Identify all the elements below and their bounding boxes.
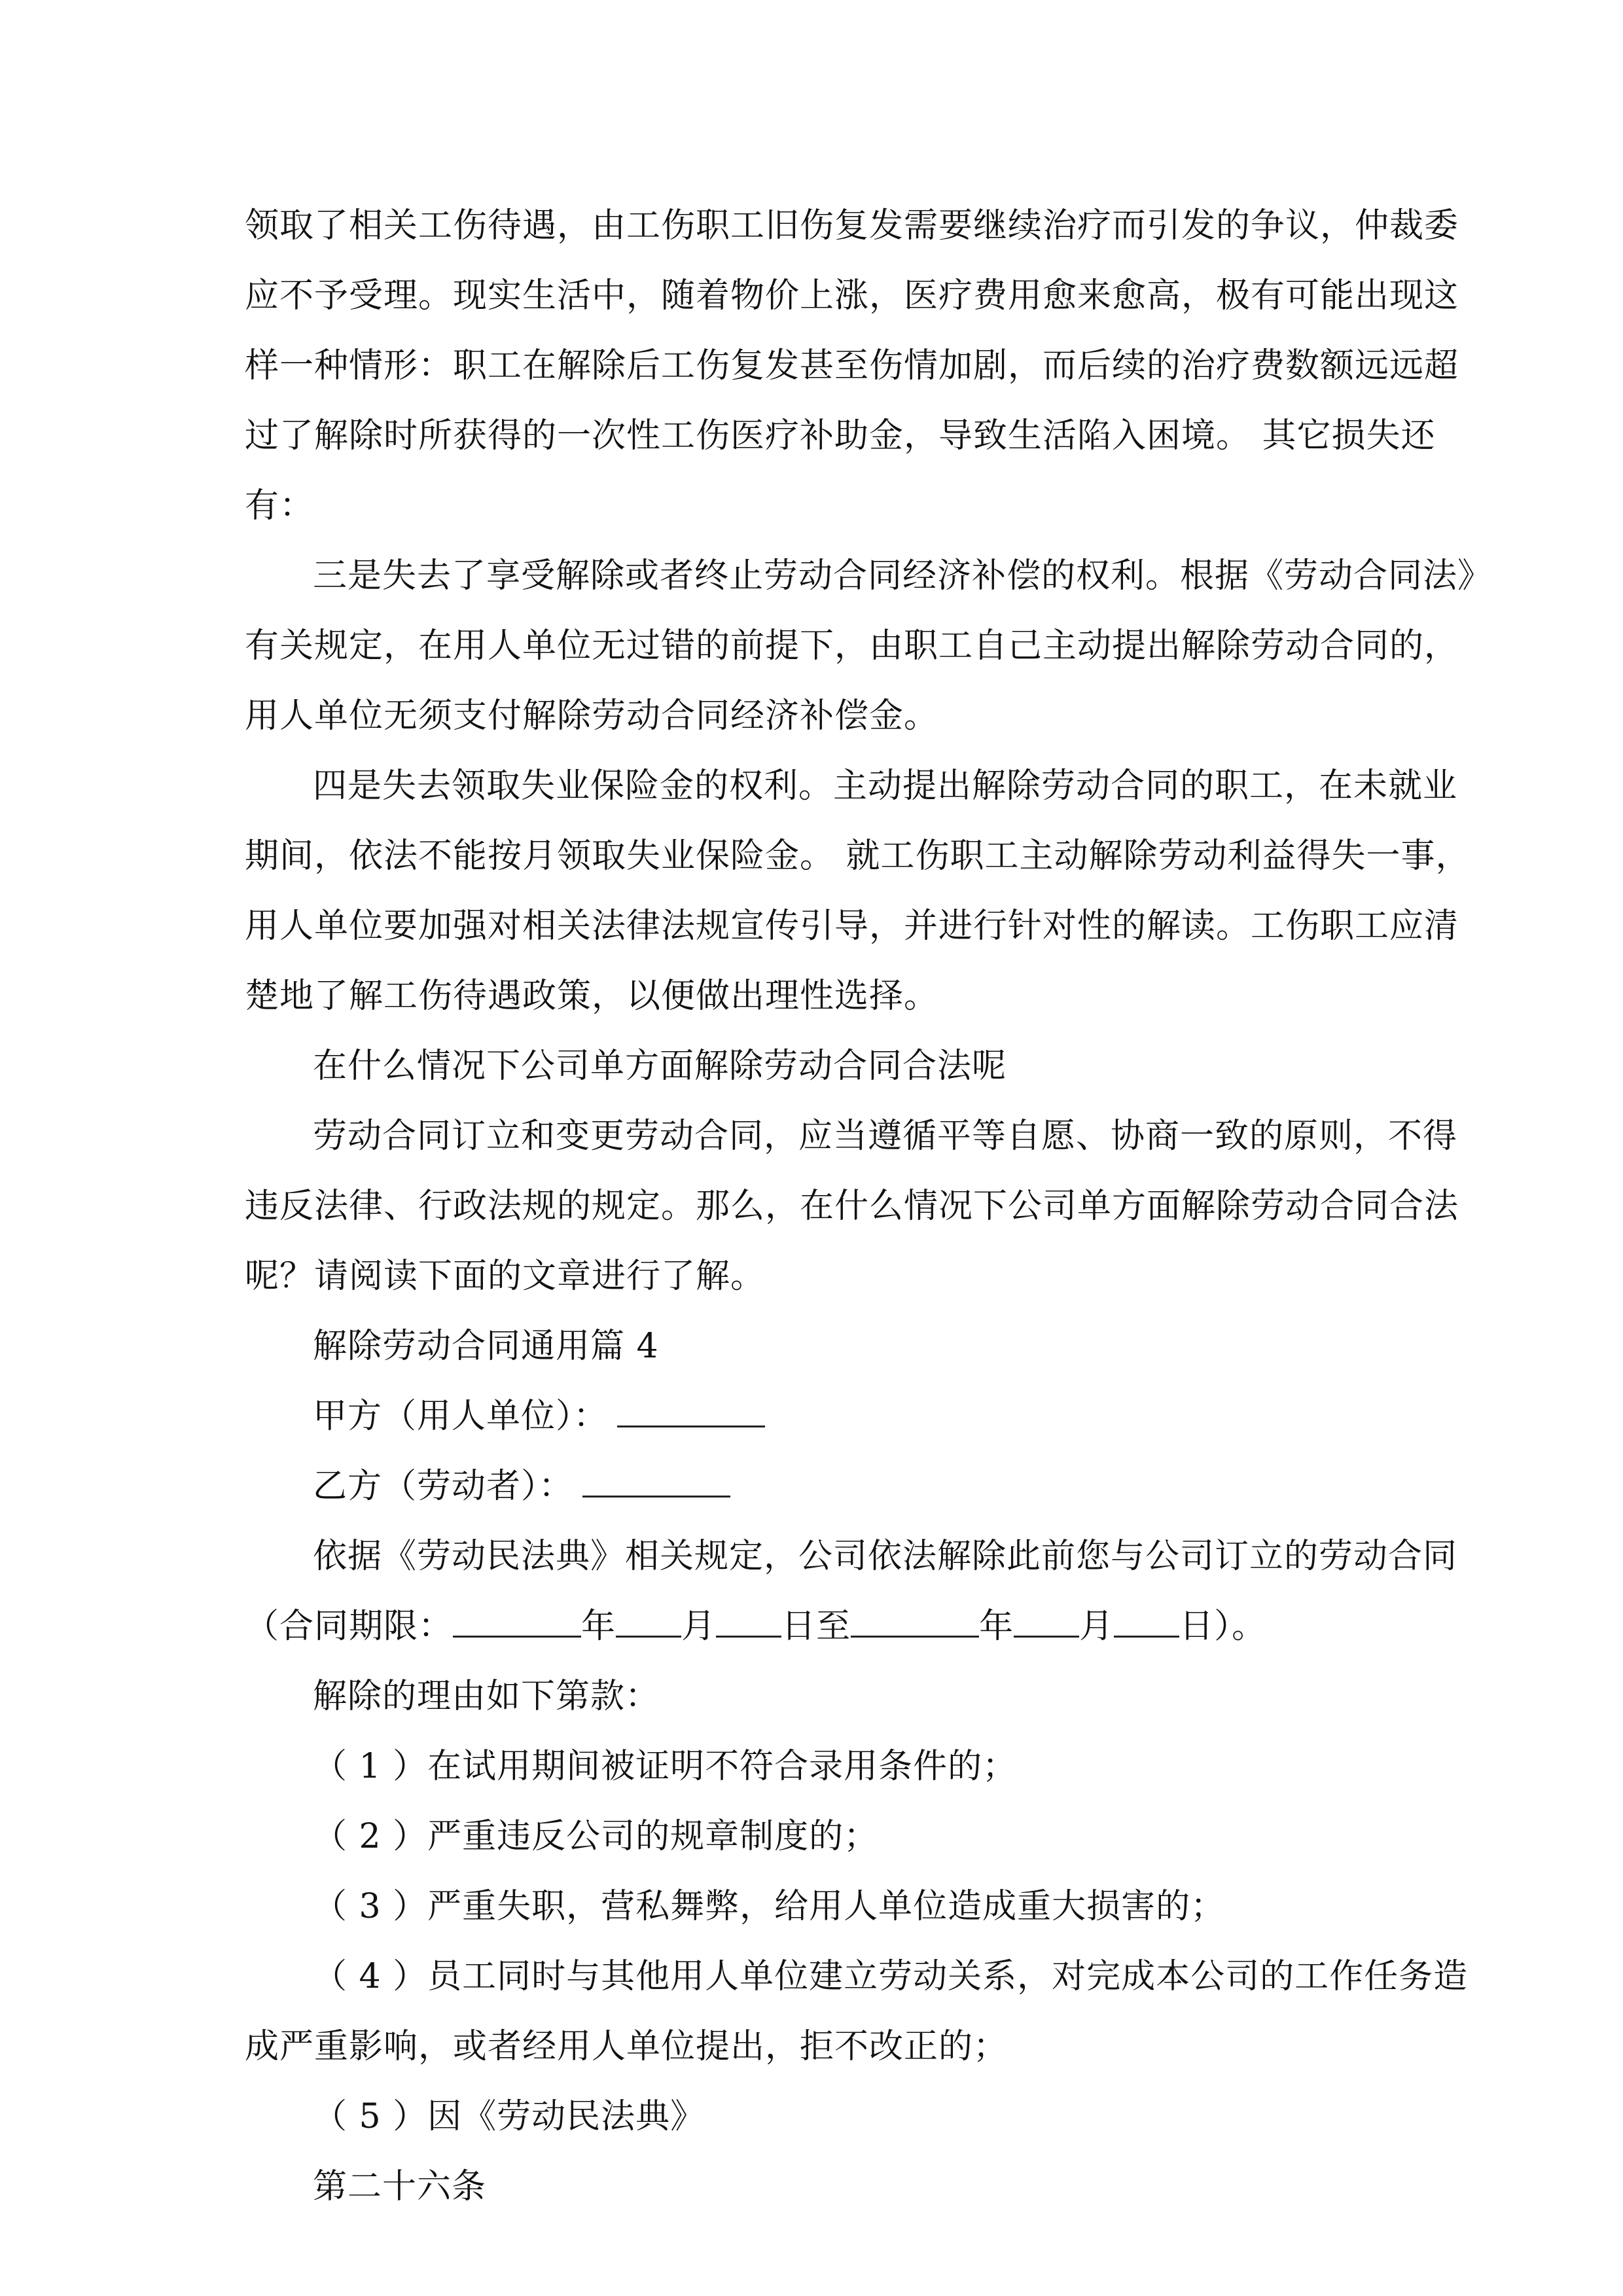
list-item: （ 4 ）员工同时与其他用人单位建立劳动关系，对完成本公司的工作任务造 xyxy=(313,1957,1469,1996)
paragraph-line: 用人单位要加强对相关法律法规宣传引导，并进行针对性的解读。工伤职工应清 xyxy=(245,906,1459,946)
paragraph-line: 依据《劳动民法典》相关规定，公司依法解除此前您与公司订立的劳动合同 xyxy=(313,1537,1458,1576)
list-item-continuation: 成严重影响，或者经用人单位提出，拒不改正的； xyxy=(245,2027,1008,2066)
party-b-line xyxy=(245,1452,1410,1522)
paragraph-line: 有关规定，在用人单位无过错的前提下，由职工自己主动提出解除劳动合同的， xyxy=(245,626,1459,666)
section-heading: 在什么情况下公司单方面解除劳动合同合法呢 xyxy=(313,1047,1007,1086)
party-a-blank xyxy=(617,1389,765,1427)
term-blank xyxy=(453,1599,581,1638)
paragraph-line: 应不予受理。现实生活中，随着物价上涨，医疗费用愈来愈高，极有可能出现这 xyxy=(245,276,1459,315)
document-page xyxy=(245,191,1493,2222)
list-item: （ 1 ）在试用期间被证明不符合录用条件的； xyxy=(313,1747,1018,1786)
list-item: （ 2 ）严重违反公司的规章制度的； xyxy=(313,1817,879,1856)
paragraph-line: 劳动合同订立和变更劳动合同，应当遵循平等自愿、协商一致的原则，不得 xyxy=(313,1117,1458,1156)
term-blank xyxy=(1014,1599,1079,1638)
article-heading: 第二十六条 xyxy=(313,2167,487,2206)
party-a-label: 甲方（用人单位）： xyxy=(313,1397,609,1436)
paragraph-line: 有： xyxy=(245,486,315,526)
paragraph-line: 领取了相关工伤待遇，由工伤职工旧伤复发需要继续治疗而引发的争议，仲裁委 xyxy=(245,206,1459,245)
contract-term-line xyxy=(245,1592,1410,1662)
paragraph-line: 三是失去了享受解除或者终止劳动合同经济补偿的权利。根据《劳动合同法》 xyxy=(313,556,1493,596)
term-day-to: 日至 xyxy=(781,1607,851,1646)
paragraph-line: 楚地了解工伤待遇政策，以便做出理性选择。 xyxy=(245,977,939,1016)
term-blank xyxy=(716,1599,781,1638)
list-item: （ 5 ）因《劳动民法典》 xyxy=(313,2097,705,2136)
term-blank xyxy=(616,1599,681,1638)
party-b-label: 乙方（劳动者）： xyxy=(313,1467,574,1506)
term-month: 月 xyxy=(681,1607,717,1646)
party-a-line xyxy=(245,1382,1410,1452)
paragraph-line: 过了解除时所获得的一次性工伤医疗补助金，导致生活陷入困境。 其它损失还 xyxy=(245,416,1436,456)
paragraph-line: 四是失去领取失业保险金的权利。主动提出解除劳动合同的职工，在未就业 xyxy=(313,766,1458,806)
term-blank xyxy=(1114,1599,1179,1638)
section-heading: 解除劳动合同通用篇 4 xyxy=(313,1327,659,1366)
paragraph-line: 违反法律、行政法规的规定。那么，在什么情况下公司单方面解除劳动合同合法 xyxy=(245,1187,1459,1226)
paragraph-line: 呢？请阅读下面的文章进行了解。 xyxy=(245,1257,766,1296)
paragraph-line: 样一种情形：职工在解除后工伤复发甚至伤情加剧，而后续的治疗费数额远远超 xyxy=(245,346,1459,386)
party-b-blank xyxy=(582,1459,730,1498)
paragraph-line: 解除的理由如下第款： xyxy=(313,1677,660,1716)
paragraph-line: 用人单位无须支付解除劳动合同经济补偿金。 xyxy=(245,696,939,736)
list-item: （ 3 ）严重失职，营私舞弊，给用人单位造成重大损害的； xyxy=(313,1887,1226,1926)
term-blank xyxy=(851,1599,979,1638)
term-year: 年 xyxy=(581,1607,616,1646)
term-month: 月 xyxy=(1079,1607,1115,1646)
term-day-end: 日）。 xyxy=(1179,1607,1267,1646)
paragraph-line: 期间，依法不能按月领取失业保险金。 就工伤职工主动解除劳动利益得失一事， xyxy=(245,836,1471,876)
term-year: 年 xyxy=(979,1607,1014,1646)
term-prefix: （合同期限： xyxy=(245,1607,454,1646)
